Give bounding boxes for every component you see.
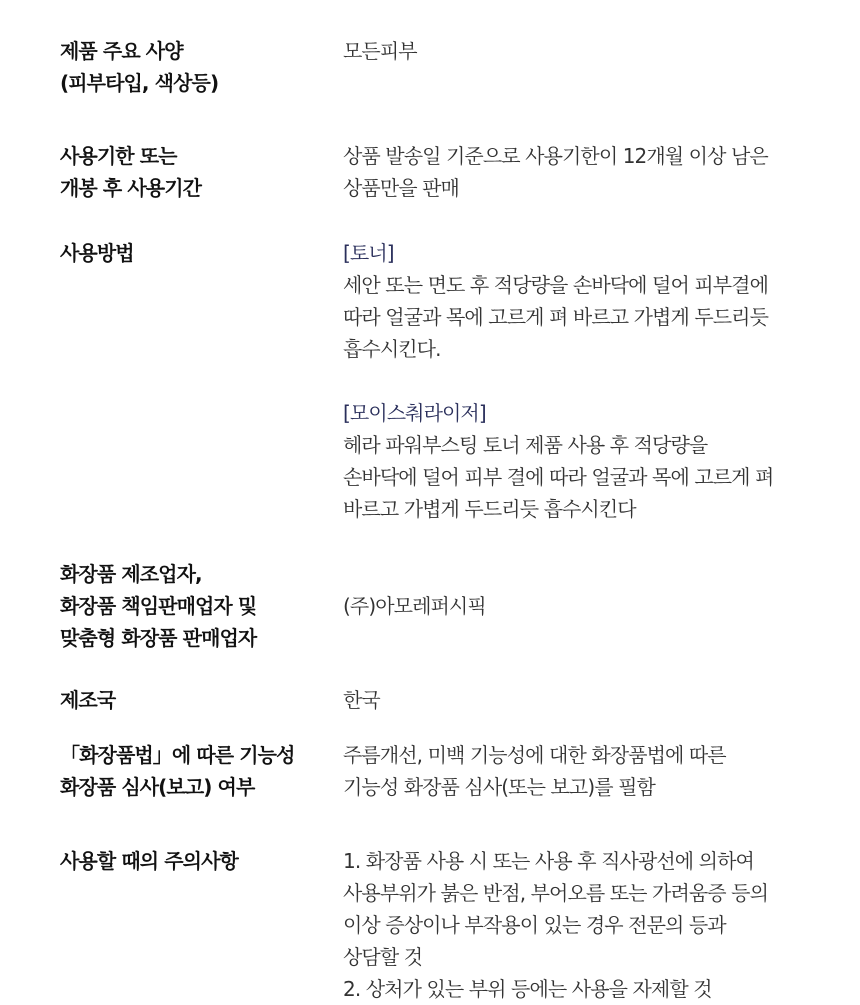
- spec-value-line: (주)아모레퍼시픽: [343, 594, 486, 618]
- spec-row-manufacturer: [60, 558, 820, 684]
- spec-value-precautions: [343, 845, 820, 1005]
- spec-row-functional-review: [60, 739, 820, 845]
- spec-label-usage: 사용방법: [60, 241, 134, 265]
- product-spec-table: [60, 35, 820, 1005]
- spec-row-usage: [60, 237, 820, 558]
- spec-value-line: 기능성 화장품 심사(또는 보고)를 필함: [343, 775, 655, 799]
- usage-line: 손바닥에 덜어 피부 결에 따라 얼굴과 목에 고르게 펴: [343, 465, 774, 489]
- spec-value-usage: [343, 237, 820, 525]
- usage-line: 바르고 가볍게 두드리듯 흡수시킨다: [343, 497, 636, 521]
- spec-row-precautions: [60, 845, 820, 1005]
- spec-value-line: 상품 발송일 기준으로 사용기한이 12개월 이상 남은: [343, 144, 768, 168]
- precaution-line: 상담할 것: [343, 945, 423, 969]
- spec-value-line: 주름개선, 미백 기능성에 대한 화장품법에 따른: [343, 743, 726, 767]
- spec-row-skin-type: [60, 35, 820, 140]
- usage-block-toner: [343, 237, 820, 365]
- spec-label-country: 제조국: [60, 688, 116, 712]
- usage-line: 따라 얼굴과 목에 고르게 펴 바르고 가볍게 두드리듯: [343, 305, 769, 329]
- spec-row-country: [60, 684, 820, 739]
- usage-line: 헤라 파워부스팅 토너 제품 사용 후 적당량을: [343, 433, 708, 457]
- precaution-line: 이상 증상이나 부작용이 있는 경우 전문의 등과: [343, 913, 726, 937]
- spec-value-manufacturer: [343, 558, 820, 622]
- precaution-line: 2. 상처가 있는 부위 등에는 사용을 자제할 것: [343, 977, 712, 1001]
- spec-value-skin-type: [343, 35, 820, 67]
- spec-value-expiry: [343, 140, 820, 204]
- usage-block-moisturizer: [343, 397, 820, 525]
- spec-value-functional-review: [343, 739, 820, 803]
- spec-value-line: 모든피부: [343, 39, 417, 63]
- spec-label-functional-review: 「화장품법」에 따른 기능성 화장품 심사(보고) 여부: [60, 743, 295, 799]
- usage-heading-toner: [토너]: [343, 241, 394, 265]
- spec-value-country: [343, 684, 820, 716]
- precaution-line: 사용부위가 붉은 반점, 부어오름 또는 가려움증 등의: [343, 881, 769, 905]
- usage-heading-moisturizer: [모이스춰라이저]: [343, 401, 486, 425]
- spec-label-manufacturer: 화장품 제조업자, 화장품 책임판매업자 및 맞춤형 화장품 판매업자: [60, 562, 257, 650]
- spec-label-skin-type: 제품 주요 사양 (피부타입, 색상등): [60, 39, 219, 95]
- spec-value-line: 상품만을 판매: [343, 176, 459, 200]
- spec-label-precautions: 사용할 때의 주의사항: [60, 849, 238, 873]
- spec-row-expiry: [60, 140, 820, 237]
- spec-label-expiry: 사용기한 또는 개봉 후 사용기간: [60, 144, 202, 200]
- usage-line: 흡수시킨다.: [343, 337, 441, 361]
- spec-value-line: 한국: [343, 688, 380, 712]
- usage-line: 세안 또는 면도 후 적당량을 손바닥에 덜어 피부결에: [343, 273, 769, 297]
- precaution-line: 1. 화장품 사용 시 또는 사용 후 직사광선에 의하여: [343, 849, 754, 873]
